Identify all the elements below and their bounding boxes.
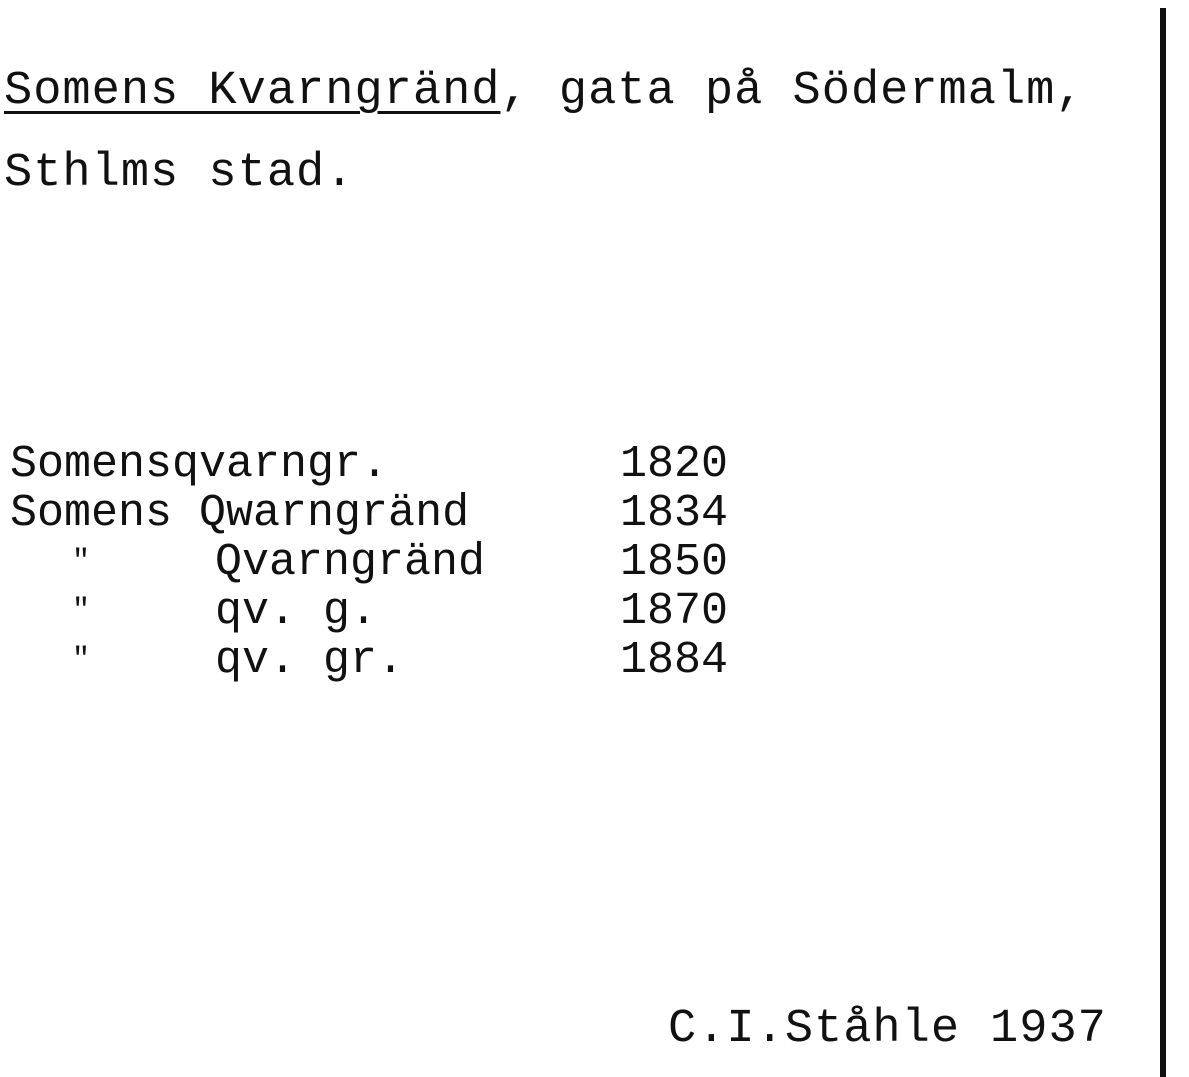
- heading-line-1: [4, 65, 1085, 118]
- ditto-mark: ": [72, 545, 91, 579]
- variant-name: Somens Qwarngränd: [10, 488, 470, 539]
- variant-year: 1820: [620, 439, 729, 490]
- variant-name: Somensqvarngr.: [10, 439, 389, 490]
- variant-name: Qvarngränd: [215, 537, 486, 588]
- street-name: Somens Kvarngränd: [4, 65, 501, 118]
- signature: [668, 1003, 1107, 1056]
- heading-line-2: Sthlms stad.: [4, 147, 355, 200]
- variant-year: 1870: [620, 586, 729, 637]
- variant-year: 1834: [620, 488, 729, 539]
- variant-name: qv. gr.: [215, 635, 405, 686]
- variant-name: qv. g.: [215, 586, 378, 637]
- signature-year: 1937: [990, 1003, 1107, 1056]
- variant-year: 1884: [620, 635, 729, 686]
- ditto-mark: ": [72, 643, 91, 677]
- signature-author: C.I.Ståhle: [668, 1003, 961, 1056]
- street-description: , gata på Södermalm,: [500, 65, 1085, 118]
- card-edge-line: [1160, 8, 1166, 1077]
- variant-year: 1850: [620, 537, 729, 588]
- ditto-mark: ": [72, 594, 91, 628]
